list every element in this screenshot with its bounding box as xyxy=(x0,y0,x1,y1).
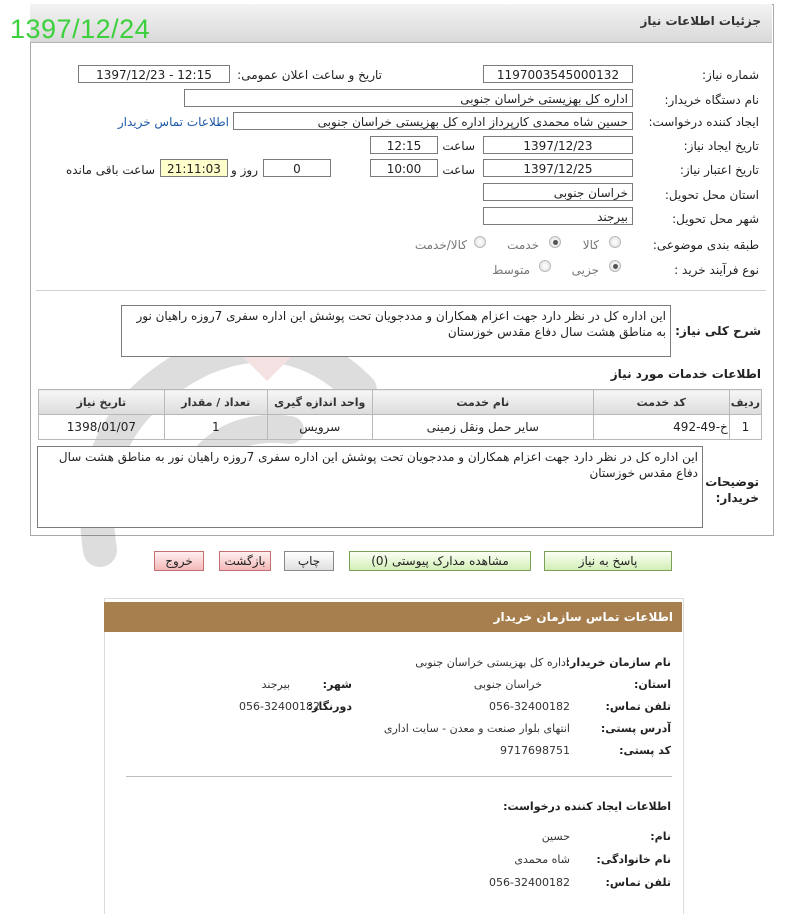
process-option-minor: جزیی xyxy=(571,263,599,277)
col-header-name: نام خدمت xyxy=(372,390,593,415)
province-field: خراسان جنوبی xyxy=(483,183,633,201)
category-radio-goods[interactable] xyxy=(609,236,621,248)
creator-family-label: نام خانوادگی: xyxy=(596,853,671,866)
validity-time-field: 10:00 xyxy=(370,159,438,177)
exit-button[interactable]: خروج xyxy=(154,551,204,571)
contact-city-value: بیرجند xyxy=(261,678,290,691)
creator-field: حسین شاه محمدی کارپرداز اداره کل بهزیستی خراسان جنوبی xyxy=(233,112,633,130)
attachments-button[interactable]: مشاهده مدارک پیوستی (0) xyxy=(349,551,531,571)
cell-row: 1 xyxy=(729,415,761,440)
org-label: نام سازمان خریدار: xyxy=(565,656,671,669)
creator-name-label: نام: xyxy=(650,830,671,843)
postal-label: کد پستی: xyxy=(619,744,671,757)
need-number-field: 1197003545000132 xyxy=(483,65,633,83)
col-header-code: کد خدمت xyxy=(593,390,729,415)
postal-value: 9717698751 xyxy=(500,744,570,757)
create-time-label: ساعت xyxy=(442,139,475,153)
col-header-row: ردیف xyxy=(729,390,761,415)
fax-value: 056-32400182 xyxy=(239,700,320,713)
back-button[interactable]: بازگشت xyxy=(219,551,271,571)
contact-phone-label: تلفن تماس: xyxy=(605,700,671,713)
process-label: نوع فرآیند خرید : xyxy=(674,263,759,277)
category-option-goods: کالا xyxy=(582,238,599,252)
creator-info-title: اطلاعات ایجاد کننده درخواست: xyxy=(503,800,671,813)
col-header-unit: واحد اندازه گیری xyxy=(267,390,372,415)
print-button[interactable]: چاپ xyxy=(284,551,334,571)
services-title: اطلاعات خدمات مورد نیاز xyxy=(610,367,761,381)
cell-unit: سرویس xyxy=(267,415,372,440)
cell-code: خ-49-492 xyxy=(593,415,729,440)
contact-phone-value: 056-32400182 xyxy=(489,700,570,713)
col-header-date: تاریخ نیاز xyxy=(39,390,165,415)
org-value: اداره کل بهزیستی خراسان جنوبی xyxy=(415,656,569,669)
buyer-notes-label: توضیحات خریدار: xyxy=(705,475,759,505)
creator-phone-value: 056-32400182 xyxy=(489,876,570,889)
buyer-org-label: نام دستگاه خریدار: xyxy=(664,93,759,107)
process-radio-medium[interactable] xyxy=(539,260,551,272)
buyer-contact-panel xyxy=(104,598,684,914)
address-label: آدرس پستی: xyxy=(600,722,671,735)
contact-divider xyxy=(126,776,672,777)
buyer-contact-link[interactable]: اطلاعات تماس خریدار xyxy=(117,115,229,129)
validity-date-field: 1397/12/25 xyxy=(483,159,633,177)
buyer-contact-title: اطلاعات تماس سازمان خریدار xyxy=(493,610,673,624)
description-label: شرح کلی نیاز: xyxy=(675,324,761,338)
creator-family-value: شاه محمدی xyxy=(514,853,570,866)
services-table xyxy=(38,389,762,440)
days-label: روز و xyxy=(231,163,258,177)
need-number-label: شماره نیاز: xyxy=(702,68,759,82)
cell-qty: 1 xyxy=(164,415,267,440)
description-textarea[interactable]: این اداره کل در نظر دارد جهت اعزام همکاران و مددجویان تحت پوشش این اداره سفری 7روزه راهیان نور به مناطق هشت سال دفاع مقدس خوزستان xyxy=(121,305,671,357)
panel-title: جزئیات اطلاعات نیاز xyxy=(640,14,761,28)
cell-name: سایر حمل ونقل زمینی xyxy=(372,415,593,440)
col-header-qty: تعداد / مقدار xyxy=(164,390,267,415)
category-label: طبقه بندی موضوعی: xyxy=(652,238,759,252)
city-field: بیرجند xyxy=(483,207,633,225)
buyer-org-field: اداره کل بهزیستی خراسان جنوبی xyxy=(184,89,633,107)
province-label: استان محل تحویل: xyxy=(664,188,759,202)
remaining-time-field: 21:11:03 xyxy=(160,159,228,177)
process-option-medium: متوسط xyxy=(492,263,530,277)
category-radio-service[interactable] xyxy=(549,236,561,248)
category-option-service: خدمت xyxy=(507,238,539,252)
days-field: 0 xyxy=(263,159,331,177)
fax-label: دورنگار: xyxy=(307,700,352,713)
city-label: شهر محل تحویل: xyxy=(672,212,759,226)
category-radio-goods-service[interactable] xyxy=(474,236,486,248)
date-stamp: 1397/12/24 xyxy=(10,14,151,44)
table-row xyxy=(39,415,762,440)
category-option-goods-service: کالا/خدمت xyxy=(414,238,467,252)
reply-button[interactable]: پاسخ به نیاز xyxy=(544,551,672,571)
contact-city-label: شهر: xyxy=(322,678,352,691)
create-time-field: 12:15 xyxy=(370,136,438,154)
separator xyxy=(36,290,766,291)
contact-province-value: خراسان جنوبی xyxy=(473,678,542,691)
address-value: انتهای بلوار صنعت و معدن - سایت اداری xyxy=(383,722,570,735)
validity-label: تاریخ اعتبار نیاز: xyxy=(679,163,759,177)
validity-time-label: ساعت xyxy=(442,163,475,177)
creator-phone-label: تلفن تماس: xyxy=(605,876,671,889)
buyer-notes-textarea[interactable]: این اداره کل در نظر دارد جهت اعزام همکاران و مددجویان تحت پوشش این اداره سفری 7روزه راهیان نور به مناطق هشت سال دفاع مقدس خوزستان xyxy=(37,446,703,528)
announce-label: تاریخ و ساعت اعلان عمومی: xyxy=(237,68,382,82)
creator-label: ایجاد کننده درخواست: xyxy=(648,115,759,129)
create-date-field: 1397/12/23 xyxy=(483,136,633,154)
announce-field: 1397/12/23 - 12:15 xyxy=(78,65,230,83)
process-radio-minor[interactable] xyxy=(609,260,621,272)
creator-name-value: حسین xyxy=(541,830,570,843)
contact-province-label: استان: xyxy=(634,678,671,691)
create-date-label: تاریخ ایجاد نیاز: xyxy=(683,139,759,153)
remaining-label: ساعت باقی مانده xyxy=(65,163,155,177)
cell-date: 1398/01/07 xyxy=(39,415,165,440)
